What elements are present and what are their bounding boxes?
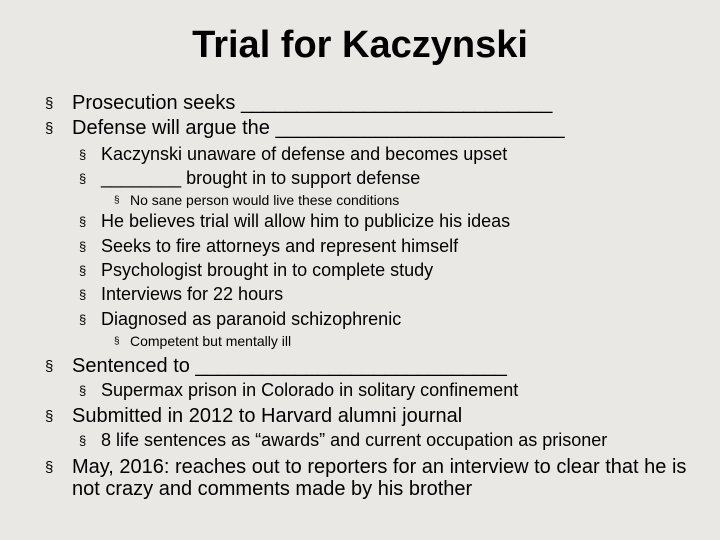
bullet-marker-icon: §: [79, 171, 87, 186]
bullet-text: Psychologist brought in to complete study: [101, 260, 434, 280]
bullet-text: Seeks to fire attorneys and represent himself: [101, 236, 459, 256]
bullet-item: [79, 284, 284, 305]
bullet-marker-icon: §: [79, 383, 87, 398]
bullet-text: Sentenced to ____________________________: [72, 355, 507, 377]
bullet-item: [79, 430, 608, 451]
bullet-item: [45, 355, 507, 377]
bullet-item: [79, 380, 519, 401]
bullet-text: No sane person would live these conditions: [130, 192, 400, 208]
bullet-text: Defense will argue the __________________________: [72, 117, 565, 139]
bullet-text: Interviews for 22 hours: [101, 284, 284, 304]
bullet-text: He believes trial will allow him to publicize his ideas: [101, 211, 511, 231]
bullet-text: Competent but mentally ill: [130, 333, 292, 349]
bullet-marker-icon: §: [79, 263, 87, 278]
bullet-marker-icon: §: [79, 147, 87, 162]
bullet-text: Submitted in 2012 to Harvard alumni journal: [72, 405, 463, 427]
bullet-text: Kaczynski unaware of defense and becomes upset: [101, 144, 508, 164]
bullet-item: [45, 405, 463, 427]
bullet-marker-icon: §: [79, 433, 87, 448]
bullet-marker-icon: §: [45, 459, 54, 476]
bullet-marker-icon: §: [114, 195, 120, 206]
bullet-item: [45, 117, 565, 139]
slide-title: Trial for Kaczynski: [192, 24, 528, 66]
bullet-item: [79, 236, 459, 257]
bullet-item: [79, 144, 508, 165]
bullet-marker-icon: §: [45, 358, 54, 375]
bullet-text: 8 life sentences as “awards” and current occupation as prisoner: [101, 430, 608, 450]
bullet-item: [79, 260, 434, 281]
bullet-marker-icon: §: [79, 312, 87, 327]
bullet-item: [114, 192, 400, 208]
bullet-text: May, 2016: reaches out to reporters for an interview to clear that he is not crazy and comments made by his brother: [72, 456, 687, 500]
bullet-marker-icon: §: [79, 214, 87, 229]
bullet-text: Prosecution seeks ____________________________: [72, 92, 553, 114]
bullet-marker-icon: §: [45, 408, 54, 425]
bullet-marker-icon: §: [114, 336, 120, 347]
bullet-text: Supermax prison in Colorado in solitary confinement: [101, 380, 519, 400]
bullet-item: [79, 168, 421, 189]
bullet-item: [79, 211, 511, 232]
bullet-item: [114, 333, 292, 349]
bullet-marker-icon: §: [79, 239, 87, 254]
bullet-item: [79, 309, 402, 330]
bullet-text: ________ brought in to support defense: [101, 168, 421, 188]
bullet-item: [45, 456, 692, 500]
bullet-marker-icon: §: [45, 95, 54, 112]
bullet-marker-icon: §: [45, 120, 54, 137]
bullet-marker-icon: §: [79, 287, 87, 302]
bullet-item: [45, 92, 553, 114]
bullet-text: Diagnosed as paranoid schizophrenic: [101, 309, 402, 329]
